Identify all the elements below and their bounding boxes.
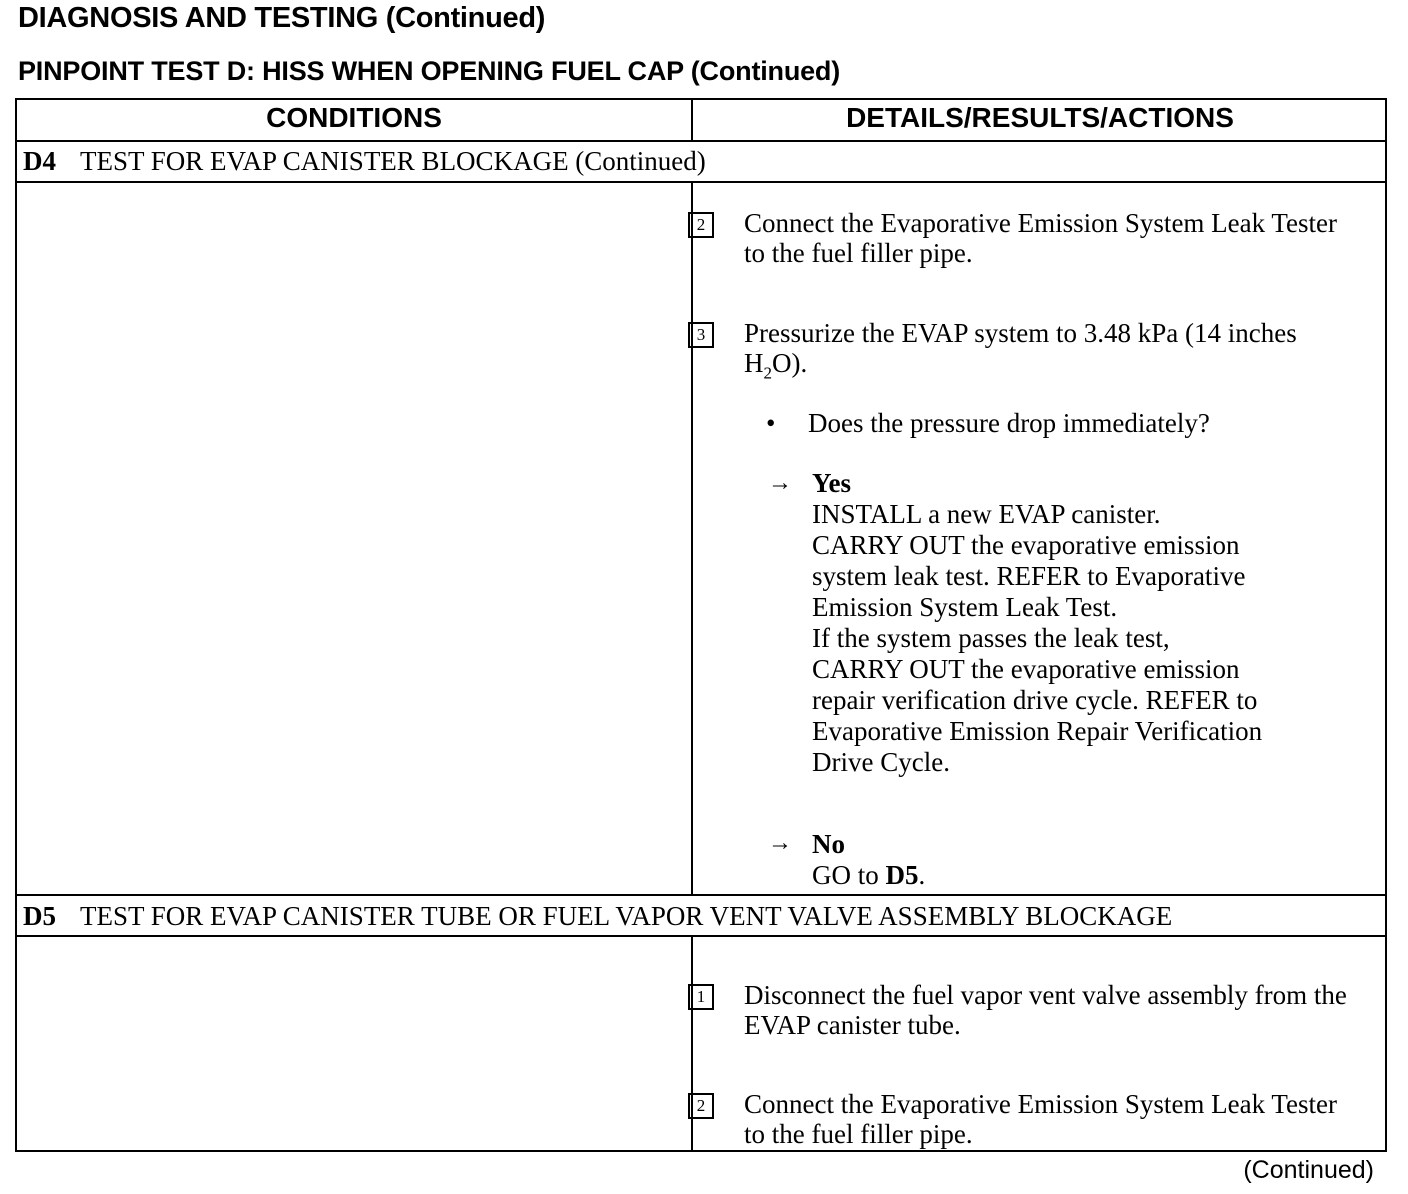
result-label: No: [812, 829, 845, 859]
link-d5[interactable]: D5: [885, 860, 919, 890]
result-label: Yes: [812, 468, 851, 498]
column-divider: [691, 100, 693, 140]
result-yes: [812, 468, 1262, 778]
arrow-right-icon: →: [768, 830, 792, 856]
step-number-box: 3: [688, 322, 714, 348]
result-line: Evaporative Emission Repair Verification: [812, 716, 1263, 746]
result-line: INSTALL a new EVAP canister.: [812, 499, 1161, 529]
step-text: Connect the Evaporative Emission System Leak Tester to the fuel filler pipe.: [744, 1089, 1337, 1149]
column-header-conditions: CONDITIONS: [266, 102, 442, 133]
test-title: PINPOINT TEST D: HISS WHEN OPENING FUEL CAP (Continued): [18, 56, 841, 86]
result-line: GO to D5.: [812, 860, 926, 890]
divider: [17, 935, 1385, 937]
result-line: system leak test. REFER to Evaporative: [812, 561, 1246, 591]
column-divider: [691, 181, 693, 894]
section-title: TEST FOR EVAP CANISTER TUBE OR FUEL VAPOR VENT VALVE ASSEMBLY BLOCKAGE: [80, 901, 1173, 931]
bullet-icon: •: [766, 408, 776, 438]
step-d5-2: [688, 1089, 1348, 1149]
step-d5-1: [688, 980, 1348, 1040]
step-number-box: 1: [688, 984, 714, 1010]
step-number-box: 2: [688, 212, 714, 238]
step-d4-3: [688, 318, 1348, 388]
column-header-details: DETAILS/RESULTS/ACTIONS: [846, 102, 1234, 133]
divider: [17, 181, 1385, 183]
result-line: If the system passes the leak test,: [812, 623, 1170, 653]
step-number-box: 2: [688, 1093, 714, 1119]
result-line: CARRY OUT the evaporative emission: [812, 530, 1240, 560]
section-title: TEST FOR EVAP CANISTER BLOCKAGE (Continued): [80, 146, 706, 176]
result-line: Drive Cycle.: [812, 747, 950, 777]
result-line: Emission System Leak Test.: [812, 592, 1118, 622]
result-no: [812, 829, 925, 891]
step-d4-2: [688, 208, 1348, 268]
step-text: Connect the Evaporative Emission System Leak Tester to the fuel filler pipe.: [744, 208, 1337, 268]
result-line: CARRY OUT the evaporative emission: [812, 654, 1240, 684]
divider: [17, 140, 1385, 142]
question: [750, 408, 1210, 439]
step-text: Pressurize the EVAP system to 3.48 kPa (14 inches $H_2O$).: [744, 318, 1297, 383]
section-row-d5: [23, 901, 1172, 932]
result-line: repair verification drive cycle. REFER to: [812, 685, 1258, 715]
page-title: DIAGNOSIS AND TESTING (Continued): [18, 2, 546, 34]
section-row-d4: [23, 146, 706, 177]
continued-note: (Continued): [1243, 1156, 1374, 1184]
divider: [17, 894, 1385, 896]
step-text: Disconnect the fuel vapor vent valve assembly from the EVAP canister tube.: [744, 980, 1347, 1040]
section-id: D4: [23, 146, 56, 176]
arrow-right-icon: →: [768, 470, 792, 496]
section-id: D5: [23, 901, 56, 931]
question-text: Does the pressure drop immediately?: [808, 408, 1210, 438]
